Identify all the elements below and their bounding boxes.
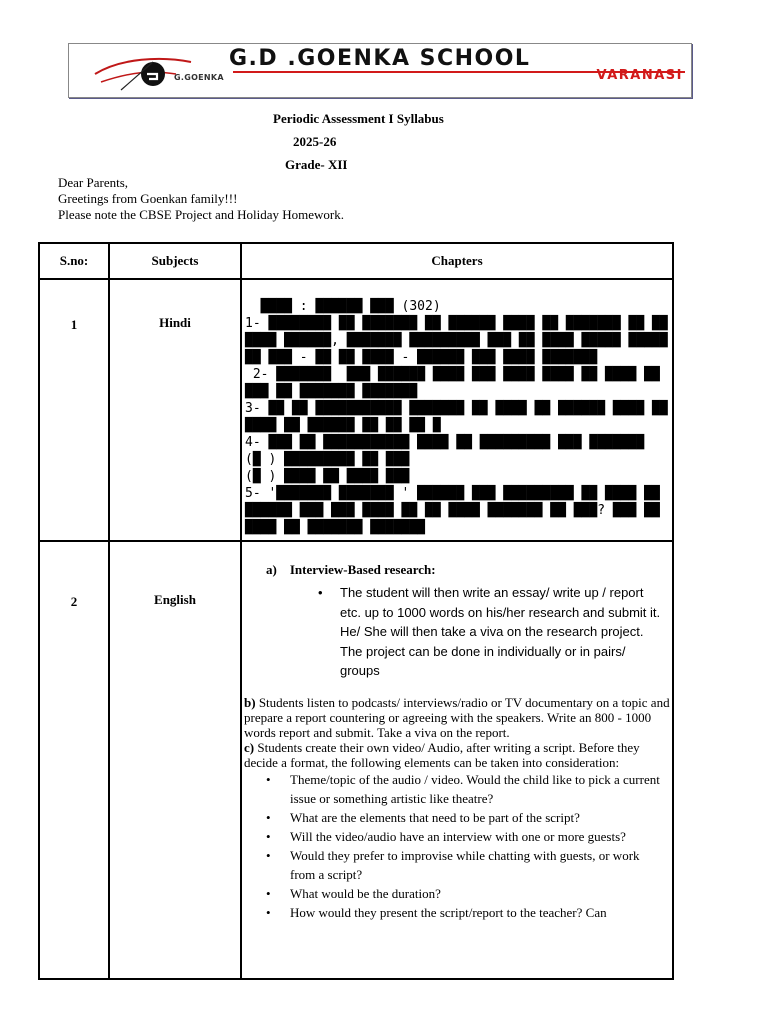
list-item <box>242 884 672 903</box>
list-item <box>242 827 672 846</box>
table-header-row <box>39 243 673 279</box>
section-b-text: Students listen to podcasts/ interviews/radio or TV documentary on a topic and prepare a report countering or agreeing with the speakers. Write an 800 - 1000 words report and submit. Take a viva on the report. <box>244 694 670 740</box>
list-item-text: Will the video/audio have an interview with one or more guests? <box>290 828 626 844</box>
hindi-line: 4- ███ ██ ███████████ ████ ██ █████████ ███ ███████ <box>245 435 645 450</box>
hindi-line: (█ ) ████ ██ ████ ███ <box>245 469 410 484</box>
bullet-icon: • <box>266 847 271 863</box>
row-sno: 2 <box>39 541 109 979</box>
row-subject: Hindi <box>109 279 241 541</box>
list-item <box>242 846 672 884</box>
section-a-label: a) <box>266 562 277 577</box>
section-c-list <box>242 770 672 922</box>
list-item-text: How would they present the script/report to the teacher? Can <box>290 904 607 920</box>
section-a-heading: a) Interview-Based research: <box>266 562 436 577</box>
section-c-text: Students create their own video/ Audio, after writing a script. Before they decide a format, the following elements can be taken into consideration: <box>244 739 640 770</box>
bullet-icon: • <box>318 585 323 600</box>
logo-text: G.GOENKA <box>174 73 224 82</box>
academic-year: 2025-26 <box>293 134 337 149</box>
section-a-title: Interview-Based research <box>289 562 432 577</box>
section-c-label: c) <box>244 739 255 755</box>
section-c <box>244 740 670 770</box>
section-b-label: b) <box>244 694 256 710</box>
row-sno: 1 <box>39 279 109 541</box>
hindi-line: 2- ███████ ███ ██████ ████ ███ ████ ████ ██ ████ ██ ███ ██ ███████ ███████ <box>245 367 668 399</box>
list-item-text: What would be the duration? <box>290 885 441 901</box>
section-b <box>244 695 670 740</box>
bullet-icon: • <box>266 809 271 825</box>
hindi-line: 3- ██ ██ ███████████ ███████ ██ ████ ██ ██████ ████ ██████ ██ ██████ ██ ██ ██ █ <box>245 401 668 433</box>
list-item-text: The student will then write an essay/ write up / report etc. up to 1000 words on his/her research and submit it. He/ She will then take a viva on the research project. The project can be done in individually or in pairs/ groups <box>340 585 661 678</box>
intro-text <box>58 175 344 223</box>
greeting: Dear Parents, <box>58 175 129 190</box>
row-chapters <box>241 541 673 979</box>
hindi-line: ████ : ██████ ███ (302) <box>245 299 441 314</box>
document-title: Periodic Assessment I Syllabus <box>273 111 444 126</box>
bullet-icon: • <box>266 771 271 787</box>
intro-line-1: Greetings from Goenkan family!!! <box>58 191 238 206</box>
list-item <box>242 903 672 922</box>
grade-label: Grade- XII <box>285 157 348 172</box>
list-item-text: What are the elements that need to be part of the script? <box>290 809 580 825</box>
table-row <box>39 279 673 541</box>
table-row <box>39 541 673 979</box>
english-chapter-content <box>242 542 672 978</box>
column-header-chapters: Chapters <box>241 243 673 279</box>
school-banner <box>68 43 692 98</box>
list-item <box>242 583 672 681</box>
school-city: VARANASI <box>596 68 683 83</box>
bullet-icon: • <box>266 904 271 920</box>
list-item-text: Theme/topic of the audio / video. Would the child like to pick a current issue or something artistic like theatre? <box>290 771 660 806</box>
hindi-line: (█ ) █████████ ██ ███ <box>245 452 410 467</box>
bullet-icon: • <box>266 885 271 901</box>
column-header-sno: S.no: <box>39 243 109 279</box>
intro-line-2: Please note the CBSE Project and Holiday Homework. <box>58 207 344 222</box>
hindi-line: 1- ████████ ██ ███████ ██ ██████ ████ ██ ███████ ██ ██████ ██████, ███████ █████████ ███ ██ ████ █████ ███████ ███ - ██ ██ ████ - ██████ ███ ████ ███████ <box>245 316 668 365</box>
column-header-subjects: Subjects <box>109 243 241 279</box>
list-item-text: Would they prefer to improvise while chatting with guests, or work from a script? <box>290 847 640 882</box>
syllabus-table <box>38 242 674 980</box>
hindi-line: 5- '███████ ███████ ' ██████ ███ █████████ ██ ████ ██ ██████ ███ ███ ████ ██ ██ ████ ███████ ██ ███? ███ ██ ████ ██ ███████ ███████ <box>245 486 660 535</box>
list-item <box>242 808 672 827</box>
bullet-icon: • <box>266 828 271 844</box>
hindi-chapter-list <box>242 280 672 540</box>
school-logo-icon <box>91 52 231 92</box>
row-subject: English <box>109 541 241 979</box>
section-a-list <box>242 583 672 681</box>
list-item <box>242 770 672 808</box>
school-name: G.D .GOENKA SCHOOL <box>229 46 531 71</box>
row-chapters <box>241 279 673 541</box>
